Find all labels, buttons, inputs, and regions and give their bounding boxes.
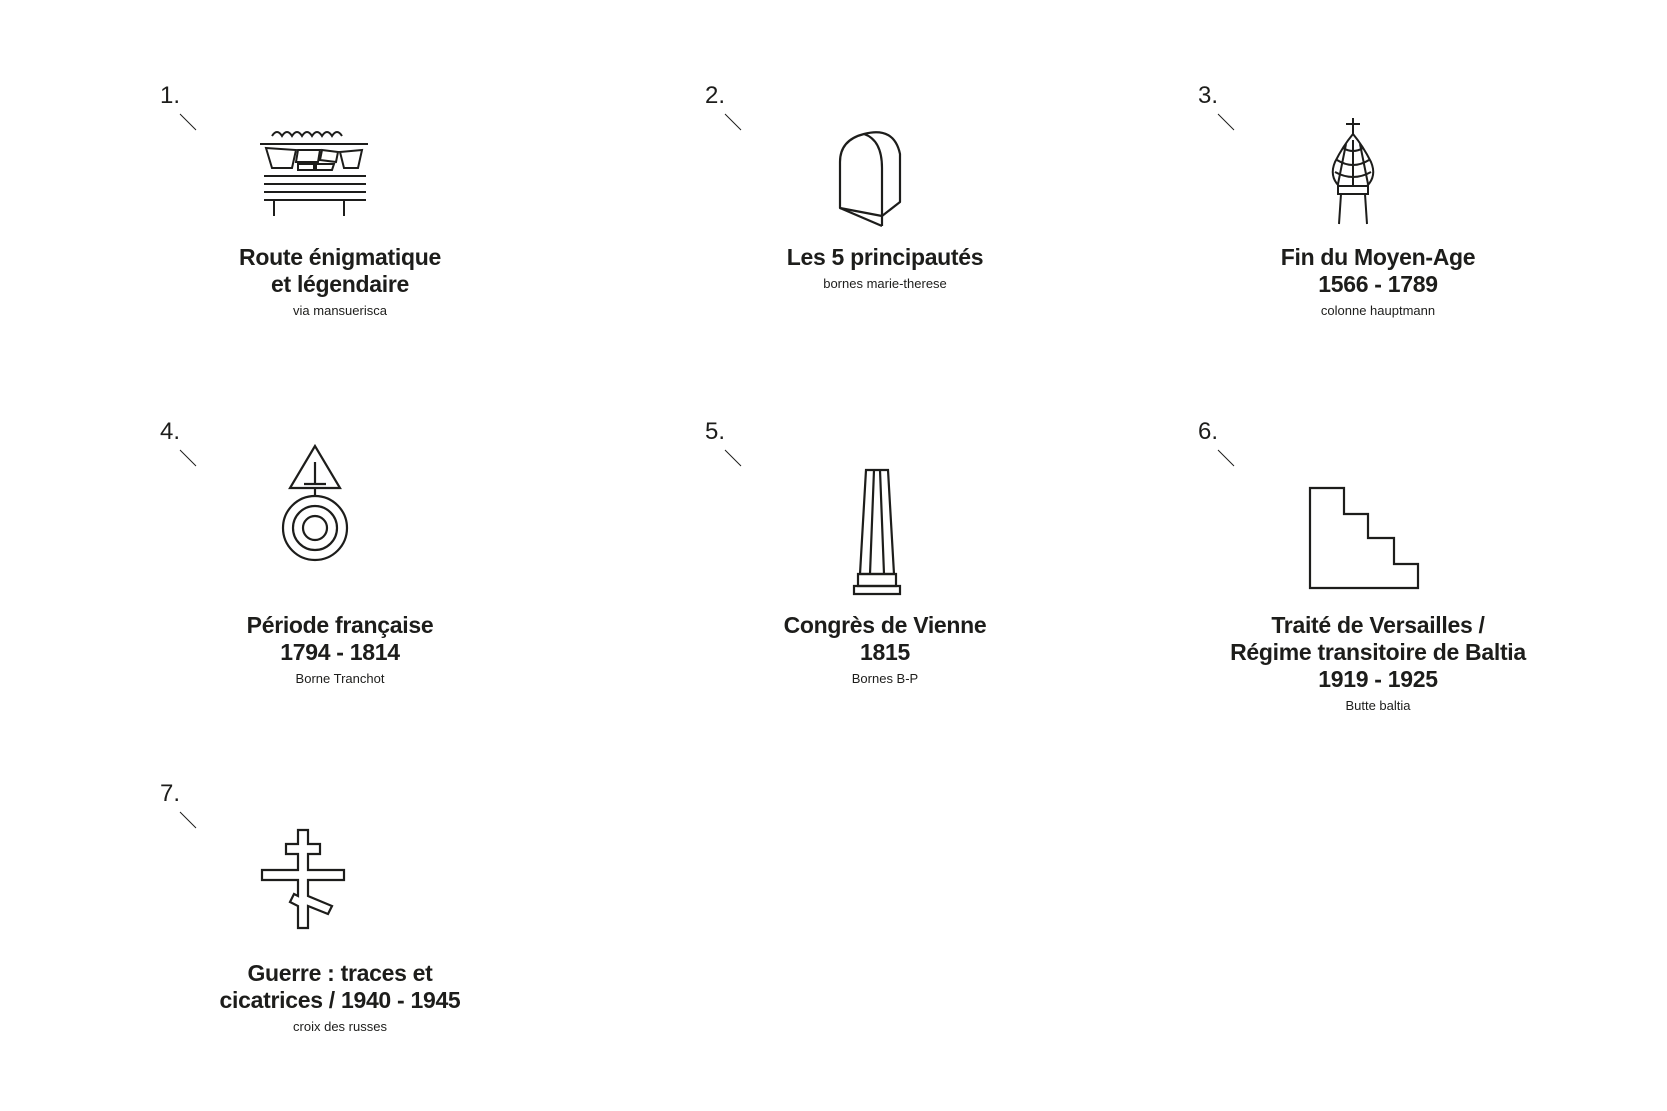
item-number: 2. [705,82,726,109]
item-number: 3. [1198,82,1219,109]
item-title: Fin du Moyen-Age 1566 - 1789 [1280,244,1476,297]
item-number: 4. [160,418,181,445]
obelisk-icon [810,470,940,600]
item-title: Les 5 principautés [786,244,984,270]
item-subtitle: colonne hauptmann [1320,303,1436,318]
item-title: Période française 1794 - 1814 [246,612,434,665]
item-number: 6. [1198,418,1219,445]
tranchot-marker-icon [250,446,380,576]
item-title: Route énigmatique et légendaire [239,244,441,297]
stepped-mound-icon [1308,486,1438,596]
item-subtitle: via mansuerisca [293,303,387,318]
item-number: 1. [160,82,181,109]
onion-dome-column-icon [1288,118,1418,228]
boundary-stone-icon [810,118,940,228]
tick-mark-icon [1214,446,1238,470]
item-title: Congrès de Vienne 1815 [783,612,987,665]
item-title: Guerre : traces et cicatrices / 1940 - 1945 [219,960,461,1013]
tick-mark-icon [721,110,745,134]
item-title: Traité de Versailles / Régime transitoire de Baltia 1919 - 1925 [1230,612,1526,692]
item-subtitle: croix des russes [293,1019,387,1034]
orthodox-cross-icon [270,830,400,940]
tick-mark-icon [721,446,745,470]
roman-road-icon [250,118,380,228]
list-item-6 [1198,418,1638,738]
list-item-7 [160,780,600,1100]
tick-mark-icon [176,446,200,470]
item-subtitle: Butte baltia [1345,698,1411,713]
tick-mark-icon [176,110,200,134]
tick-mark-icon [1214,110,1238,134]
item-subtitle: Borne Tranchot [295,671,385,686]
list-item-4 [160,418,600,738]
item-number: 7. [160,780,181,807]
list-item-3 [1198,82,1638,402]
item-subtitle: Bornes B-P [851,671,919,686]
item-subtitle: bornes marie-therese [823,276,947,291]
list-item-2 [705,82,1145,402]
list-item-5 [705,418,1145,738]
tick-mark-icon [176,808,200,832]
list-item-1 [160,82,600,402]
item-number: 5. [705,418,726,445]
